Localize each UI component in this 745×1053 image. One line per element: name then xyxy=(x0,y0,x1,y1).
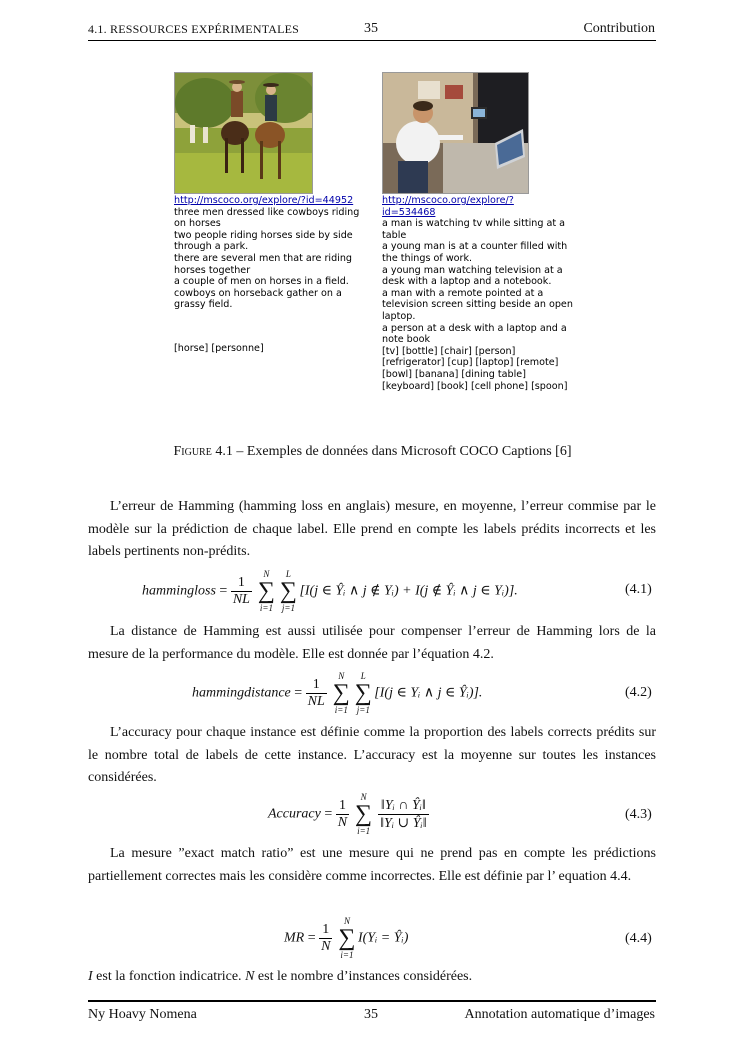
eq-body: I(Yᵢ = Ŷᵢ) xyxy=(357,930,409,946)
eq-lhs: hammingdistance xyxy=(192,685,291,701)
figure-caption-text: – Exemples de données dans Microsoft COCO Captions [6] xyxy=(232,444,572,459)
footer-author: Ny Hoavy Nomena xyxy=(88,1007,197,1022)
eq-ratio: $\frac{\text{‖Yᵢ ∩ Ŷᵢ‖}}{\text{‖Yᵢ ∪ Ŷᵢ‖}}$ xyxy=(380,797,427,831)
sum-symbol: L ∑ j=1 xyxy=(354,671,372,715)
running-header-section: 4.1. RESSOURCES EXPÉRIMENTALES xyxy=(88,22,300,36)
sum-symbol: N ∑ i=1 xyxy=(257,569,275,613)
footer-title: Annotation automatique d’images xyxy=(464,1007,655,1022)
equation-4-2: hammingdistance = $\frac{1}{NL}$ N ∑ i=1 L ∑ j=1 [I(j ∈ Yᵢ ∧ j ∈ Ŷᵢ)]. xyxy=(192,671,483,715)
sum-symbol: N ∑ i=1 xyxy=(332,671,350,715)
equation-number: (4.2) xyxy=(625,685,652,700)
coco-link-left[interactable]: http://mscoco.org/explore/?id=44952 xyxy=(174,195,354,206)
caption-text: a man with a remote pointed at a television screen sitting beside an open laptop. xyxy=(382,287,573,322)
sum-symbol: N ∑ i=1 xyxy=(355,792,373,836)
running-header-chapter: Contribution xyxy=(583,21,655,36)
coco-link-right[interactable] xyxy=(382,195,582,218)
figure-caption-column-right xyxy=(382,195,582,392)
footer-rule xyxy=(88,1000,656,1002)
eq-lhs: hammingloss xyxy=(142,583,216,599)
eq-fraction: $\frac{1}{N}$ xyxy=(337,798,348,830)
paragraph-hamming-loss: L’erreur de Hamming (hamming loss en anglais) mesure, en moyenne, l’erreur commise par le modèle sur la prédiction de chaque label. Elle prend en compte les labels prédits incorrects et les labels pertinents non-prédits. xyxy=(88,499,656,559)
caption-text: a couple of men on horses in a field. xyxy=(174,276,349,288)
header-page-number: 35 xyxy=(364,21,378,36)
sum-symbol: N ∑ i=1 xyxy=(338,916,356,960)
figure-caption-column-left xyxy=(174,195,374,311)
equation-number: (4.1) xyxy=(625,582,652,597)
equation-4-1: hammingloss = $\frac{1}{NL}$ N ∑ i=1 L ∑ j=1 [I(j ∈ Ŷᵢ ∧ j ∉ Yᵢ) + I(j ∉ Ŷᵢ ∧ j ∈ Yᵢ)]. xyxy=(142,569,518,613)
equation-number: (4.4) xyxy=(625,931,652,946)
eq-fraction: $\frac{1}{NL}$ xyxy=(232,575,250,607)
eq-fraction: $\frac{1}{N}$ xyxy=(321,922,331,954)
caption-text: a young man is at a counter filled with the things of work. xyxy=(382,241,568,264)
paragraph-exact-match: La mesure ”exact match ratio” est une mesure qui ne prend pas en compte les prédictions partiellement correctes mais les considère comme incorrectes. Elle est définie par l’ equation 4.4. xyxy=(88,846,656,884)
footer-page-number: 35 xyxy=(364,1007,378,1022)
figure-label: Figure 4.1 xyxy=(173,444,233,459)
caption-text: three men dressed like cowboys riding on horses xyxy=(174,206,360,230)
sum-symbol: L ∑ j=1 xyxy=(279,569,297,613)
paragraph-accuracy: L’accuracy pour chaque instance est définie comme la proportion des labels corrects prédits sur le nombre total de labels de cette instance. L’accuracy est la moyenne sur toutes les instances considérées. xyxy=(88,725,656,785)
caption-text: a young man watching television at a desk with a laptop and a notebook. xyxy=(382,264,563,288)
caption-text: a man is watching tv while sitting at a table xyxy=(382,218,566,241)
coco-link-right-part2[interactable]: id=534468 xyxy=(382,206,436,218)
figure-image-cowboys-horses xyxy=(174,72,313,194)
figure-image-man-at-desk xyxy=(382,72,529,194)
figure-labels-right: [tv] [bottle] [chair] [person] [refrigerator] [cup] [laptop] [remote] [bowl] [banana] [dining table] [keyboard] [book] [cell phone] [spoon] xyxy=(382,345,568,392)
caption-text: cowboys on horseback gather on a grassy field. xyxy=(174,287,342,311)
figure-caption xyxy=(0,444,745,460)
coco-link-right-part1[interactable]: http://mscoco.org/explore/? xyxy=(382,195,514,206)
figure-labels-left: [horse] [personne] xyxy=(174,343,264,354)
caption-text: two people riding horses side by side through a park. xyxy=(174,229,353,253)
eq-body: [I(j ∈ Ŷᵢ ∧ j ∉ Yᵢ) + I(j ∉ Ŷᵢ ∧ j ∈ Yᵢ)]. xyxy=(299,583,518,599)
header-rule xyxy=(88,40,656,41)
eq-lhs: Accuracy xyxy=(268,806,321,822)
paragraph-indicator: I est la fonction indicatrice. N est le nombre d’instances considérées. xyxy=(88,969,473,984)
paragraph-hamming-distance: La distance de Hamming est aussi utilisée pour compenser l’erreur de Hamming lors de la mesure de la performance du modèle. Elle est donnée par l’équation 4.2. xyxy=(88,624,656,662)
eq-body: [I(j ∈ Yᵢ ∧ j ∈ Ŷᵢ)]. xyxy=(374,685,483,701)
equation-number: (4.3) xyxy=(625,807,652,822)
caption-text: a person at a desk with a laptop and a note book xyxy=(382,322,567,346)
caption-text: there are several men that are riding horses together xyxy=(174,252,353,276)
equation-4-4: MR = $\frac{1}{N}$ N ∑ i=1 I(Yᵢ = Ŷᵢ) xyxy=(284,916,409,960)
equation-4-3: Accuracy = $\frac{1}{N}$ N ∑ i=1 $\frac{\text{‖Yᵢ ∩ Ŷᵢ‖}}{\text{‖Yᵢ ∪ Ŷᵢ‖}}$ xyxy=(268,792,427,836)
eq-fraction: $\frac{1}{NL}$ xyxy=(307,677,325,709)
eq-lhs: MR xyxy=(284,930,305,946)
